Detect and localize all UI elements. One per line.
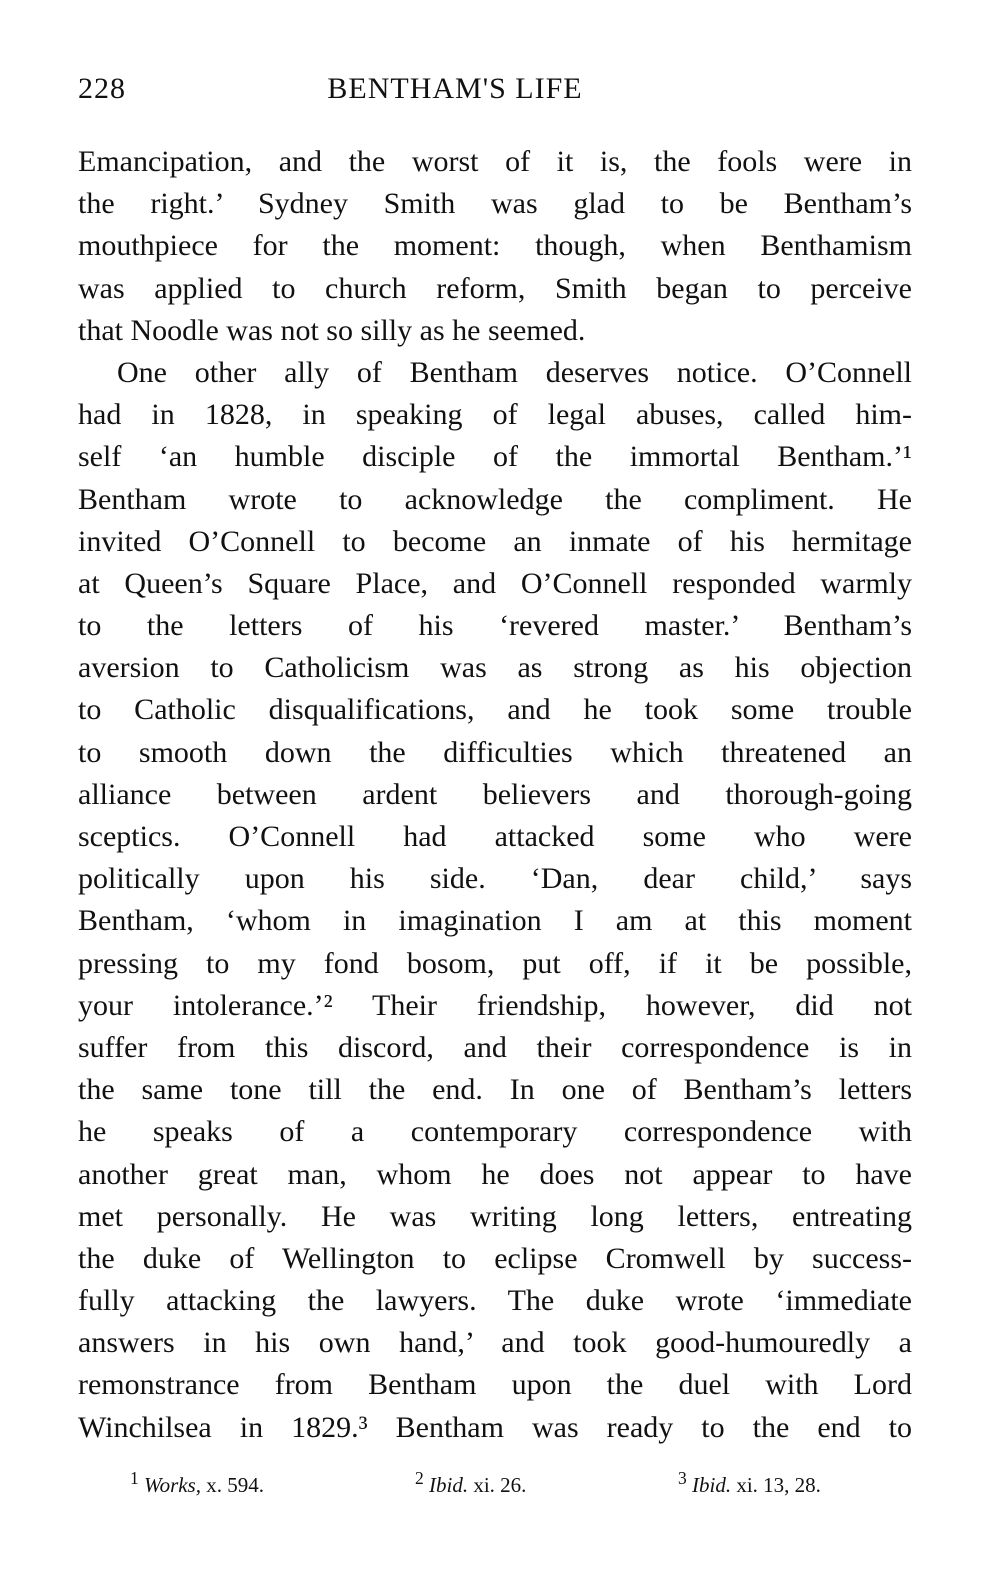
footnote-mark: 1 bbox=[130, 1468, 139, 1488]
footnote-source: Works, bbox=[144, 1473, 201, 1497]
text-line: had in 1828, in speaking of legal abuses, called him- bbox=[78, 398, 912, 432]
footnote-2 bbox=[415, 1468, 526, 1498]
text-line: another great man, whom he does not appear to have bbox=[78, 1157, 912, 1191]
text-line: sceptics. O’Connell had attacked some who were bbox=[78, 820, 912, 853]
footnote-mark: 2 bbox=[415, 1468, 424, 1488]
footnote-mark: 3 bbox=[678, 1468, 687, 1488]
text-line: aversion to Catholicism was as strong as his objection bbox=[78, 651, 912, 685]
text-line: Winchilsea in 1829.³ Bentham was ready to the end to bbox=[78, 1410, 912, 1444]
running-header bbox=[78, 72, 912, 116]
text-line: mouthpiece for the moment: though, when Benthamism bbox=[78, 229, 912, 263]
text-line: pressing to my fond bosom, put off, if it be possible, bbox=[78, 946, 912, 980]
text-line: One other ally of Bentham deserves notice. O’Connell bbox=[117, 355, 912, 389]
text-line: Bentham wrote to acknowledge the compliment. He bbox=[78, 482, 912, 516]
text-line: to Catholic disqualifications, and he took some trouble bbox=[78, 693, 912, 727]
footnote-source: Ibid. bbox=[429, 1473, 469, 1497]
text-line: met personally. He was writing long letters, entreating bbox=[78, 1199, 912, 1233]
text-line: was applied to church reform, Smith began to perceive bbox=[78, 271, 912, 305]
footnote-ref: xi. 13, 28. bbox=[736, 1473, 821, 1497]
text-line: invited O’Connell to become an inmate of his hermitage bbox=[78, 524, 912, 558]
running-title: BENTHAM'S LIFE bbox=[327, 72, 583, 105]
text-line: suffer from this discord, and their correspondence is in bbox=[78, 1030, 912, 1064]
text-line: the same tone till the end. In one of Bentham’s letters bbox=[78, 1073, 912, 1107]
text-line: the duke of Wellington to eclipse Cromwell by success- bbox=[78, 1241, 912, 1275]
text-line: your intolerance.’² Their friendship, however, did not bbox=[78, 988, 912, 1022]
footnote-ref: xi. 26. bbox=[473, 1473, 527, 1497]
text-line: that Noodle was not so silly as he seemed. bbox=[78, 313, 586, 347]
footnote-source: Ibid. bbox=[692, 1473, 732, 1497]
text-line: Emancipation, and the worst of it is, the fools were in bbox=[78, 145, 912, 178]
footnote-ref: x. 594. bbox=[206, 1473, 264, 1497]
footnote-3 bbox=[678, 1468, 821, 1498]
text-line: self ‘an humble disciple of the immortal Bentham.’¹ bbox=[78, 440, 912, 474]
text-line: he speaks of a contemporary correspondence with bbox=[78, 1115, 912, 1149]
text-line: politically upon his side. ‘Dan, dear child,’ says bbox=[78, 862, 912, 896]
text-line: at Queen’s Square Place, and O’Connell responded warmly bbox=[78, 566, 912, 600]
text-line: alliance between ardent believers and thorough-going bbox=[78, 777, 912, 811]
text-line: to smooth down the difficulties which threatened an bbox=[78, 735, 912, 769]
page-number: 228 bbox=[78, 72, 126, 105]
text-line: fully attacking the lawyers. The duke wrote ‘immediate bbox=[78, 1284, 912, 1318]
text-line: Bentham, ‘whom in imagination I am at this moment bbox=[78, 904, 912, 938]
body-text bbox=[78, 141, 912, 1449]
text-line: to the letters of his ‘revered master.’ Bentham’s bbox=[78, 609, 912, 643]
text-line: the right.’ Sydney Smith was glad to be Bentham’s bbox=[78, 187, 912, 221]
footnote-1 bbox=[130, 1468, 264, 1498]
text-line: remonstrance from Bentham upon the duel with Lord bbox=[78, 1368, 912, 1402]
text-line: answers in his own hand,’ and took good-humouredly a bbox=[78, 1326, 912, 1360]
